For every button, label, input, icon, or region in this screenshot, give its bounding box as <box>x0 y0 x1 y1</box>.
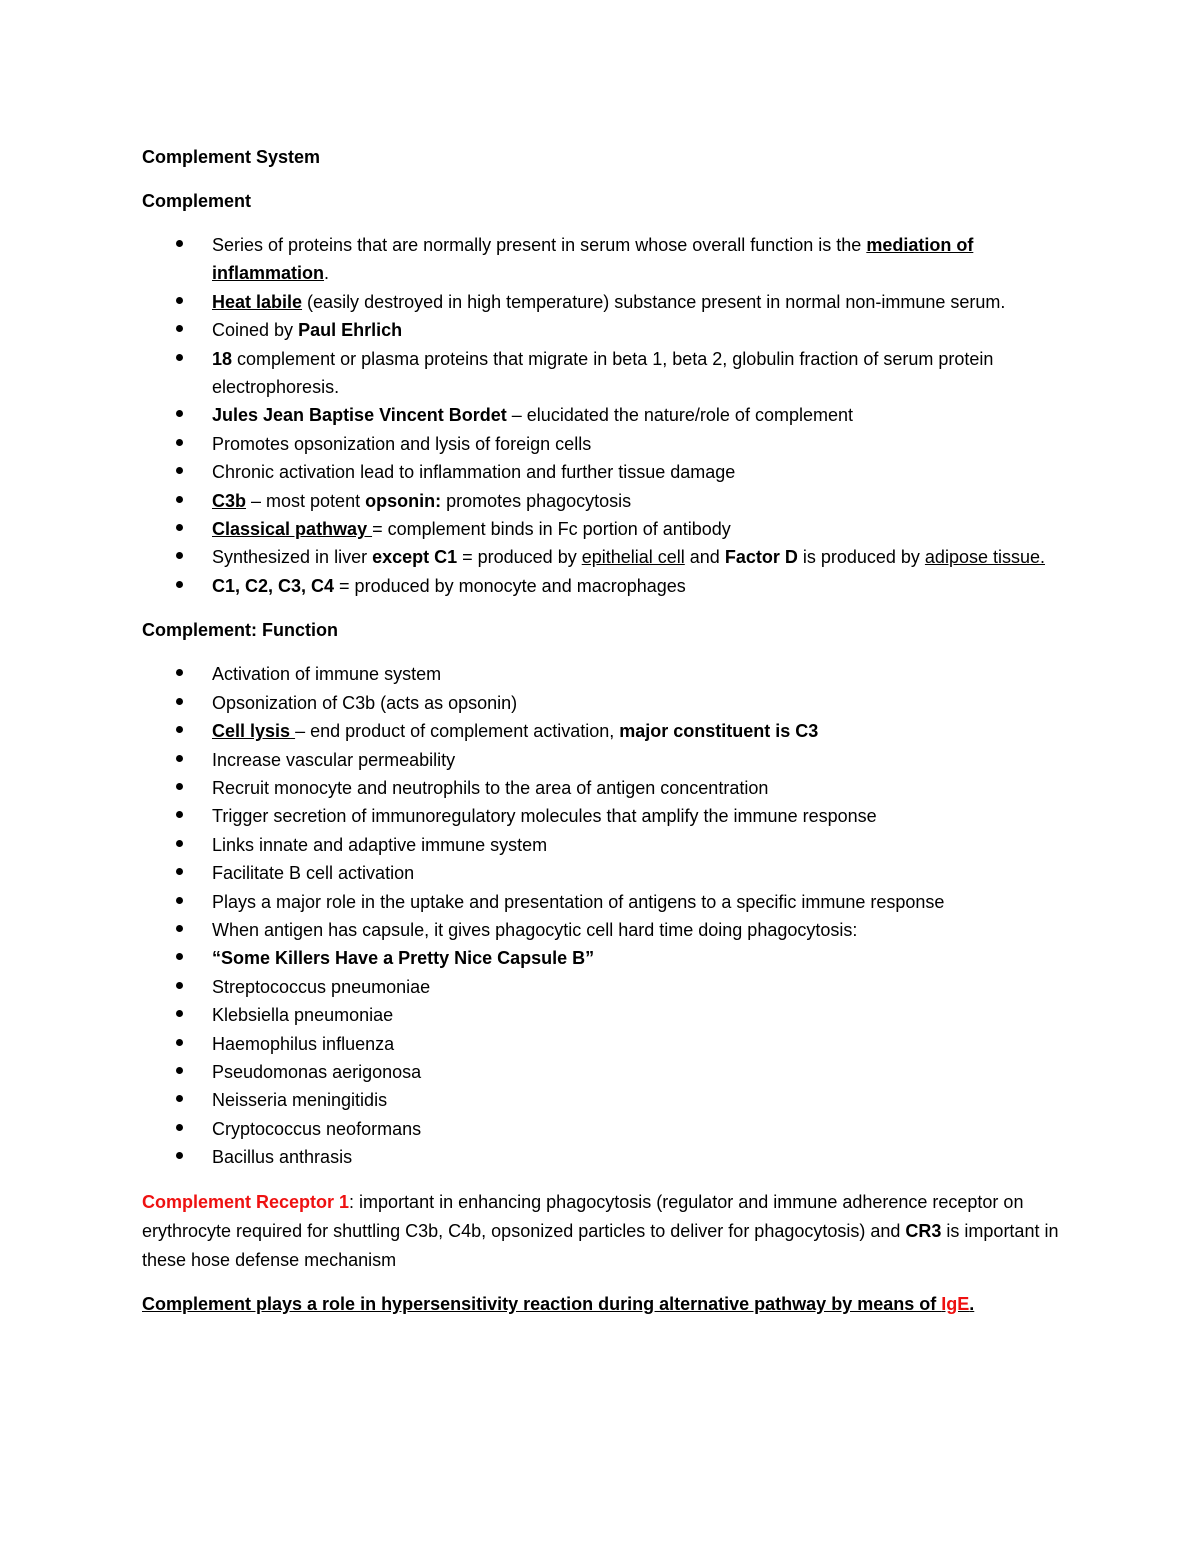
list-item: 18 complement or plasma proteins that migrate in beta 1, beta 2, globulin fraction of serum protein electrophoresis. <box>142 345 1072 402</box>
list-item: C3b – most potent opsonin: promotes phagocytosis <box>142 487 1072 515</box>
list-item: Links innate and adaptive immune system <box>142 831 1072 859</box>
document-title: Complement System <box>142 147 321 167</box>
list-item: Streptococcus pneumoniae <box>142 973 1072 1001</box>
section-heading-complement: Complement <box>142 191 252 211</box>
list-item: Neisseria meningitidis <box>142 1086 1072 1114</box>
list-item: Trigger secretion of immunoregulatory molecules that amplify the immune response <box>142 802 1072 830</box>
list-item: Increase vascular permeability <box>142 746 1072 774</box>
list-item: Coined by Paul Ehrlich <box>142 316 1072 344</box>
list-item: C1, C2, C3, C4 = produced by monocyte and macrophages <box>142 572 1072 600</box>
list-item: Haemophilus influenza <box>142 1030 1072 1058</box>
list-item: Cell lysis – end product of complement activation, major constituent is C3 <box>142 717 1072 745</box>
hypersensitivity-note: Complement plays a role in hypersensitivity reaction during alternative pathway by means of IgE. <box>142 1293 975 1314</box>
list-item: Cryptococcus neoformans <box>142 1115 1072 1143</box>
list-item: “Some Killers Have a Pretty Nice Capsule B” <box>142 944 1072 972</box>
list-item: Opsonization of C3b (acts as opsonin) <box>142 689 1072 717</box>
complement-bullet-list <box>142 231 1072 600</box>
list-item: Series of proteins that are normally present in serum whose overall function is the mediation of inflammation. <box>142 231 1072 288</box>
complement-receptor-paragraph: Complement Receptor 1: important in enhancing phagocytosis (regulator and immune adherence receptor on erythrocyte required for shuttling C3b, C4b, opsonized particles to deliver for phagocytosis) and CR3 is important in these hose defense mechanism <box>142 1191 1059 1270</box>
list-item: Facilitate B cell activation <box>142 859 1072 887</box>
section-heading-function: Complement: Function <box>142 620 338 641</box>
list-item: Classical pathway = complement binds in Fc portion of antibody <box>142 515 1072 543</box>
list-item: Plays a major role in the uptake and presentation of antigens to a specific immune response <box>142 888 1072 916</box>
list-item: Pseudomonas aerigonosa <box>142 1058 1072 1086</box>
list-item: Activation of immune system <box>142 660 1072 688</box>
list-item: When antigen has capsule, it gives phagocytic cell hard time doing phagocytosis: <box>142 916 1072 944</box>
list-item: Heat labile (easily destroyed in high temperature) substance present in normal non-immune serum. <box>142 288 1072 316</box>
list-item: Klebsiella pneumoniae <box>142 1001 1072 1029</box>
list-item: Chronic activation lead to inflammation and further tissue damage <box>142 458 1072 486</box>
document-body <box>142 143 1072 1318</box>
list-item: Bacillus anthrasis <box>142 1143 1072 1171</box>
list-item: Jules Jean Baptise Vincent Bordet – elucidated the nature/role of complement <box>142 401 1072 429</box>
list-item: Recruit monocyte and neutrophils to the area of antigen concentration <box>142 774 1072 802</box>
list-item: Promotes opsonization and lysis of foreign cells <box>142 430 1072 458</box>
list-item: Synthesized in liver except C1 = produced by epithelial cell and Factor D is produced by adipose tissue. <box>142 543 1072 571</box>
function-bullet-list <box>142 660 1072 1171</box>
